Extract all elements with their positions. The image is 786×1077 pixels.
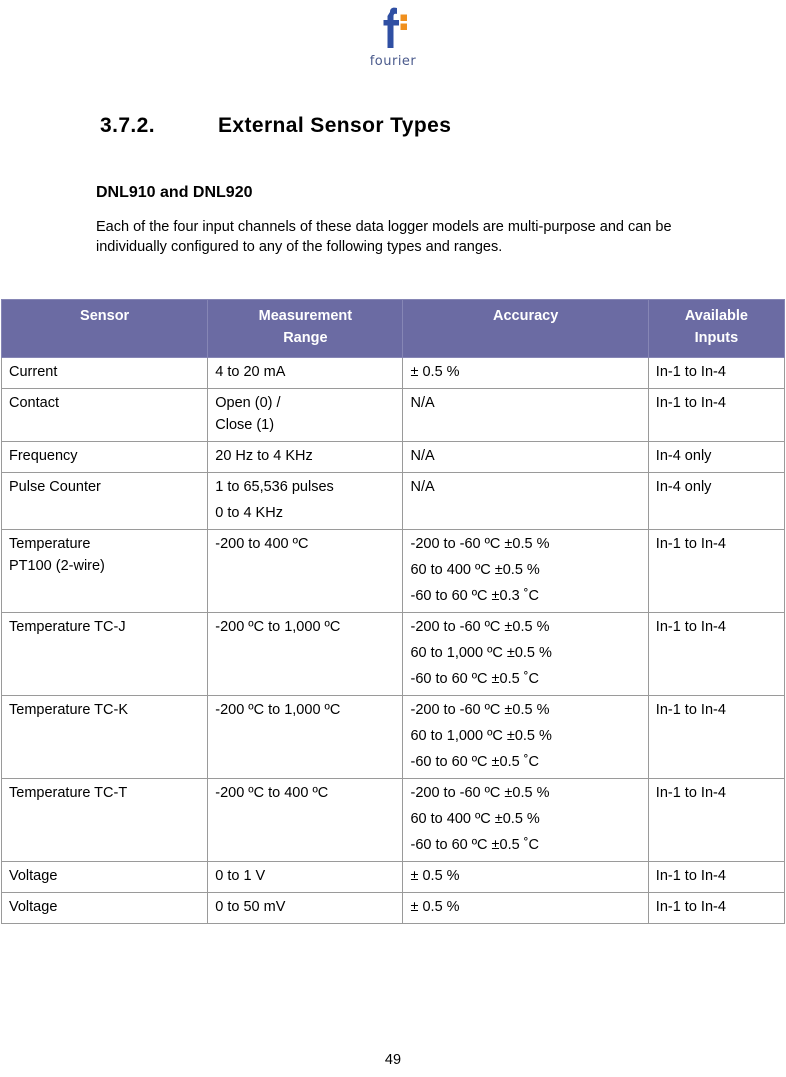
cell-inputs: [648, 862, 784, 893]
cell-line: -60 to 60 ºC ±0.3 ˚C: [410, 588, 539, 604]
cell-inputs: [648, 442, 784, 473]
section-title: External Sensor Types: [218, 114, 452, 137]
cell-line: 60 to 1,000 ºC ±0.5 %: [410, 645, 552, 661]
cell-line: -200 to -60 ºC ±0.5 %: [410, 785, 550, 801]
logo-wordmark: fourier: [369, 54, 417, 69]
cell-sensor: [2, 473, 208, 530]
cell-accuracy: [403, 358, 648, 389]
cell-line: Temperature TC-T: [9, 785, 128, 801]
subsection-heading: DNL910 and DNL920: [96, 184, 253, 201]
cell-line: -200 to -60 ºC ±0.5 %: [410, 702, 550, 718]
cell-line: 60 to 1,000 ºC ±0.5 %: [410, 728, 552, 744]
column-header-measurement-range: [208, 300, 403, 358]
cell-line: Close (1): [215, 417, 275, 433]
section-number: 3.7.2.: [100, 114, 155, 137]
table-body: [2, 358, 785, 924]
cell-line: Temperature: [9, 536, 91, 552]
cell-line: In-1 to In-4: [655, 536, 726, 552]
cell-line: -60 to 60 ºC ±0.5 ˚C: [410, 671, 539, 687]
cell-line: -200 ºC to 1,000 ºC: [215, 702, 341, 718]
cell-accuracy: [403, 473, 648, 530]
table-row: [2, 358, 785, 389]
cell-line: 0 to 1 V: [215, 868, 266, 884]
cell-range: [208, 696, 403, 779]
table-row: [2, 862, 785, 893]
cell-line: 60 to 400 ºC ±0.5 %: [410, 562, 540, 578]
sensor-types-table: [1, 299, 785, 924]
cell-line: -200 ºC to 1,000 ºC: [215, 619, 341, 635]
cell-range: [208, 862, 403, 893]
cell-line: 1 to 65,536 pulses: [215, 479, 334, 495]
cell-line: In-1 to In-4: [655, 899, 726, 915]
table-row: [2, 779, 785, 862]
cell-line: Temperature TC-J: [9, 619, 126, 635]
cell-accuracy: [403, 613, 648, 696]
table-row: [2, 442, 785, 473]
cell-accuracy: [403, 530, 648, 613]
table-row: [2, 473, 785, 530]
cell-line: Frequency: [9, 448, 78, 464]
header-line: Measurement: [258, 308, 353, 324]
cell-line: 0 to 4 KHz: [215, 505, 283, 521]
cell-line: In-4 only: [655, 479, 712, 495]
cell-line: N/A: [410, 395, 435, 411]
cell-accuracy: [403, 779, 648, 862]
cell-line: ± 0.5 %: [410, 899, 460, 915]
column-header-sensor: Sensor: [2, 300, 208, 358]
cell-line: In-1 to In-4: [655, 364, 726, 380]
cell-line: Current: [9, 364, 58, 380]
cell-line: Voltage: [9, 868, 58, 884]
cell-line: PT100 (2-wire): [9, 558, 105, 574]
cell-accuracy: [403, 862, 648, 893]
cell-line: 4 to 20 mA: [215, 364, 286, 380]
cell-range: [208, 613, 403, 696]
cell-sensor: [2, 862, 208, 893]
cell-accuracy: [403, 893, 648, 924]
cell-sensor: [2, 779, 208, 862]
table-row: [2, 613, 785, 696]
cell-line: 60 to 400 ºC ±0.5 %: [410, 811, 540, 827]
cell-range: [208, 893, 403, 924]
cell-range: [208, 530, 403, 613]
intro-paragraph: Each of the four input channels of these data logger models are multi-purpose and can be individually configured to any of the following types and ranges.: [96, 219, 672, 255]
page-title: [100, 114, 451, 138]
cell-line: Open (0) /: [215, 395, 281, 411]
header-line: Available: [684, 308, 748, 324]
cell-inputs: [648, 696, 784, 779]
cell-range: [208, 358, 403, 389]
cell-line: 20 Hz to 4 KHz: [215, 448, 313, 464]
cell-inputs: [648, 779, 784, 862]
fourier-logo-icon: [366, 6, 420, 52]
cell-accuracy: [403, 389, 648, 442]
column-header-available-inputs: [648, 300, 784, 358]
table-header-row: [2, 300, 785, 358]
cell-line: N/A: [410, 448, 435, 464]
cell-line: -200 to -60 ºC ±0.5 %: [410, 536, 550, 552]
cell-accuracy: [403, 696, 648, 779]
cell-line: -60 to 60 ºC ±0.5 ˚C: [410, 837, 539, 853]
cell-line: In-1 to In-4: [655, 619, 726, 635]
cell-sensor: [2, 893, 208, 924]
cell-line: Temperature TC-K: [9, 702, 128, 718]
cell-sensor: [2, 442, 208, 473]
cell-line: In-1 to In-4: [655, 702, 726, 718]
cell-inputs: [648, 530, 784, 613]
cell-sensor: [2, 613, 208, 696]
cell-range: [208, 442, 403, 473]
cell-line: In-1 to In-4: [655, 395, 726, 411]
cell-sensor: [2, 389, 208, 442]
table-row: [2, 893, 785, 924]
cell-range: [208, 779, 403, 862]
cell-line: ± 0.5 %: [410, 868, 460, 884]
header-line: Range: [283, 330, 328, 346]
cell-range: [208, 473, 403, 530]
cell-inputs: [648, 358, 784, 389]
cell-sensor: [2, 696, 208, 779]
column-header-accuracy: Accuracy: [403, 300, 648, 358]
cell-line: -60 to 60 ºC ±0.5 ˚C: [410, 754, 539, 770]
cell-range: [208, 389, 403, 442]
cell-sensor: [2, 358, 208, 389]
cell-line: 0 to 50 mV: [215, 899, 286, 915]
table-row: [2, 530, 785, 613]
document-logo: [0, 6, 786, 69]
cell-line: -200 ºC to 400 ºC: [215, 785, 329, 801]
cell-line: Pulse Counter: [9, 479, 101, 495]
cell-accuracy: [403, 442, 648, 473]
page-number: 49: [384, 1052, 402, 1068]
cell-line: In-1 to In-4: [655, 785, 726, 801]
cell-line: ± 0.5 %: [410, 364, 460, 380]
cell-line: -200 to -60 ºC ±0.5 %: [410, 619, 550, 635]
cell-line: In-4 only: [655, 448, 712, 464]
cell-line: Contact: [9, 395, 59, 411]
cell-line: Voltage: [9, 899, 58, 915]
cell-inputs: [648, 893, 784, 924]
cell-inputs: [648, 613, 784, 696]
cell-line: N/A: [410, 479, 435, 495]
table-row: [2, 696, 785, 779]
cell-sensor: [2, 530, 208, 613]
cell-line: -200 to 400 ºC: [215, 536, 309, 552]
cell-line: In-1 to In-4: [655, 868, 726, 884]
cell-inputs: [648, 389, 784, 442]
table-row: [2, 389, 785, 442]
cell-inputs: [648, 473, 784, 530]
header-line: Inputs: [694, 330, 739, 346]
